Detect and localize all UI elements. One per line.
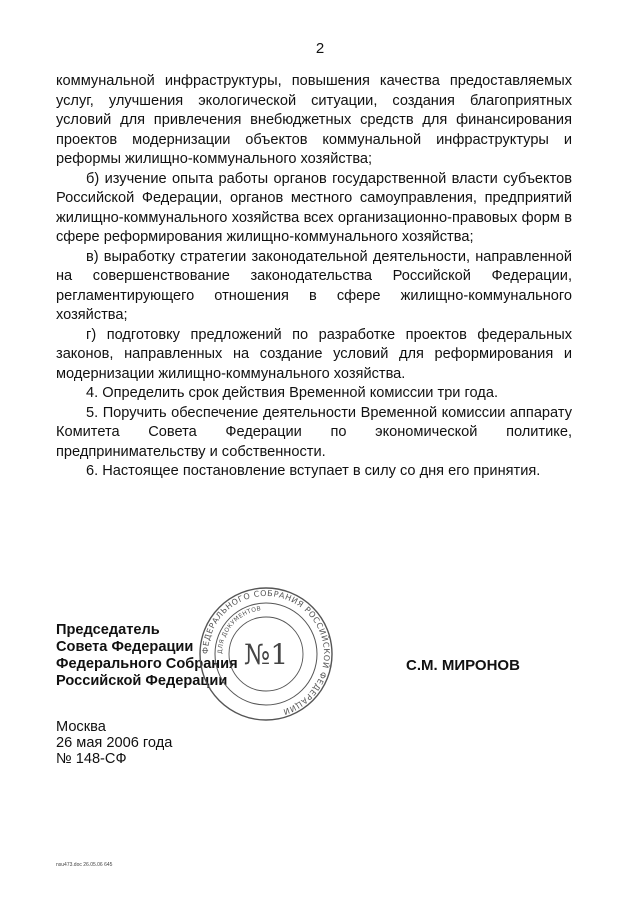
- paragraph-6: 6. Настоящее постановление вступает в силу со дня его принятия.: [86, 463, 541, 479]
- paragraph-item-g: г) подготовку предложений по разработке проектов федеральных законов, направленных на создание условий для реформирования и модернизации жилищно-коммунального хозяйства.: [56, 326, 572, 382]
- signer-name: С.М. МИРОНОВ: [406, 657, 520, 674]
- seal-number: №1: [243, 638, 289, 671]
- signatory-line-1: Председатель: [56, 622, 160, 638]
- seal-outer-text: ФЕДЕРАЛЬНОГО СОБРАНИЯ РОССИЙСКОЙ ФЕДЕРАЦИИ: [200, 588, 332, 717]
- paragraph-continuation: коммунальной инфраструктуры, повышения качества предоставляемых услуг, улучшения экологической ситуации, создания благоприятных условий для привлечения внебюджетных средств для финансирования проектов модернизации объектов коммунальной инфраструктуры и реформы жилищно-коммунального хозяйства;: [56, 73, 572, 167]
- document-body: [56, 72, 572, 482]
- paragraph-5: 5. Поручить обеспечение деятельности Временной комиссии аппарату Комитета Совета Федерации по экономической политике, предпринимательству и собственности.: [56, 404, 572, 460]
- page-number: 2: [315, 40, 325, 57]
- footer-file-reference: nsu473.doc 26.05.06 645: [56, 862, 113, 868]
- seal-inner-text: ДЛЯ ДОКУМЕНТОВ: [216, 605, 262, 655]
- signatory-title: [56, 622, 238, 690]
- seal-inner-ring: [229, 617, 303, 691]
- document-number: № 148-СФ: [56, 751, 127, 767]
- signatory-line-2: Совета Федерации: [56, 639, 194, 655]
- signatory-line-3: Федерального Собрания: [56, 656, 238, 672]
- date: 26 мая 2006 года: [56, 735, 173, 751]
- paragraph-item-v: в) выработку стратегии законодательной деятельности, направленной на совершенствование законодательства Российской Федерации, регламентирующего отношения в сфере жилищно-коммунального хозяйства;: [56, 248, 572, 323]
- signatory-line-4: Российской Федерации: [56, 673, 228, 689]
- paragraph-item-b: б) изучение опыта работы органов государственной власти субъектов Российской Федерации, органов местного самоуправления, предприятий жилищно-коммунального хозяйства всех организационно-правовых форм в сфере реформирования жилищно-коммунального хозяйства;: [56, 170, 572, 245]
- city: Москва: [56, 719, 106, 735]
- paragraph-4: 4. Определить срок действия Временной комиссии три года.: [86, 385, 498, 401]
- place-and-date: [56, 719, 172, 767]
